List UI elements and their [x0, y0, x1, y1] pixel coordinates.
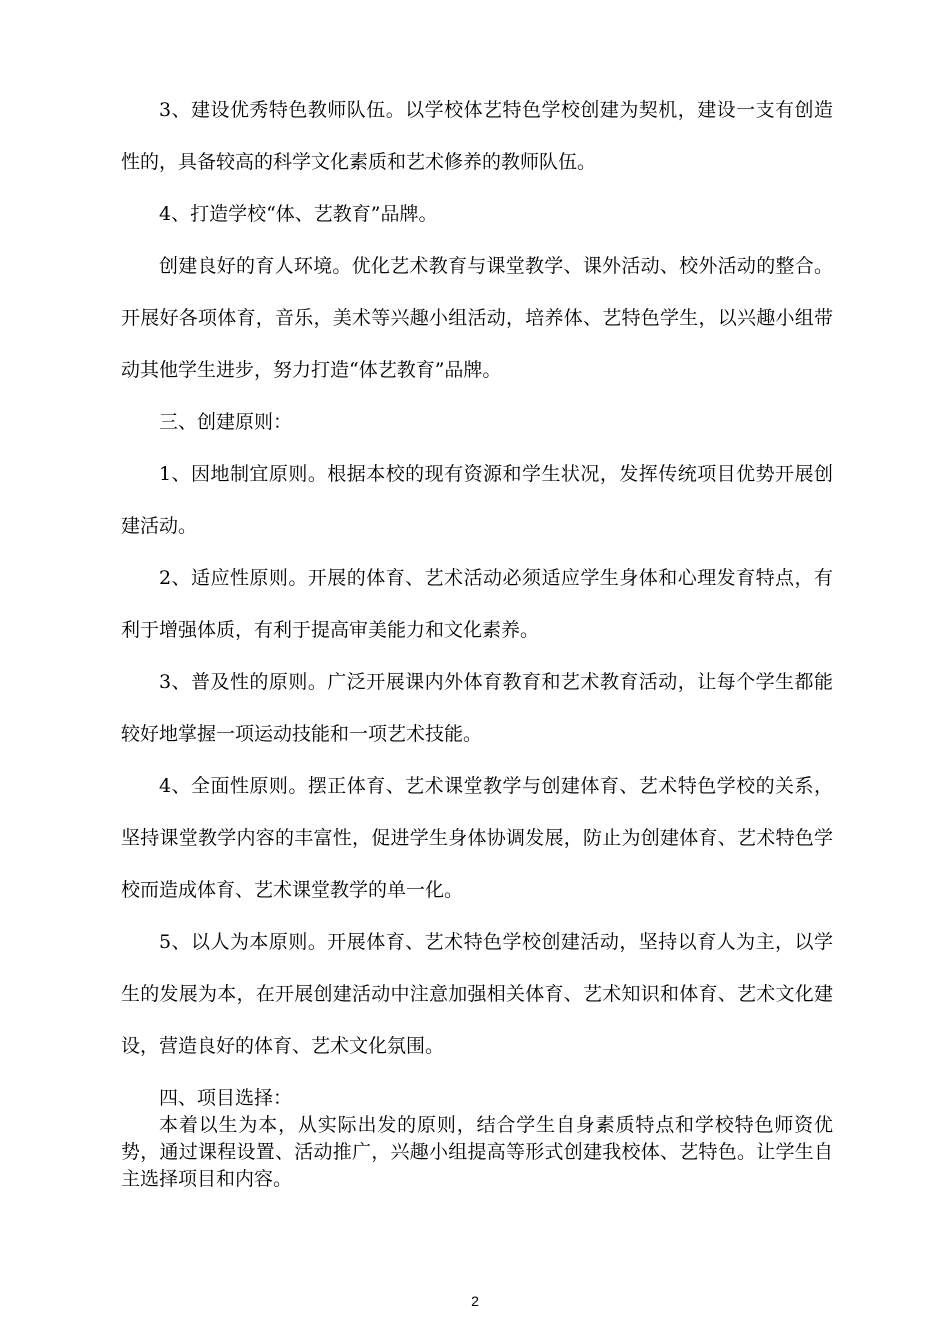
paragraph-brand-heading: 4、打造学校“体、艺教育”品牌。 — [159, 203, 438, 225]
paragraph-principle-comprehensive: 4、全面性原则。摆正体育、艺术课堂教学与创建体育、艺术特色学校的关系，坚持课堂教学内容的丰富性，促进学生身体协调发展，防止为创建体育、艺术特色学校而造成体育、艺术课堂教学的单一化。 — [121, 775, 833, 901]
document-body — [121, 84, 833, 1193]
page-number: 2 — [471, 1293, 479, 1309]
paragraph-environment: 创建良好的育人环境。优化艺术教育与课堂教学、课外活动、校外活动的整合。开展好各项体育，音乐，美术等兴趣小组活动，培养体、艺特色学生，以兴趣小组带动其他学生进步，努力打造“体艺教育”品牌。 — [121, 255, 833, 381]
paragraph-principle-adaptive: 2、适应性原则。开展的体育、艺术活动必须适应学生身体和心理发育特点，有利于增强体质，有利于提高审美能力和文化素养。 — [121, 567, 833, 641]
section-heading-principles: 三、创建原则： — [159, 411, 293, 433]
section-project-selection — [121, 1085, 833, 1193]
paragraph-project-selection: 本着以生为本，从实际出发的原则，结合学生自身素质特点和学校特色师资优势，通过课程设置、活动推广，兴趣小组提高等形式创建我校体、艺特色。让学生自主选择项目和内容。 — [121, 1114, 833, 1190]
paragraph-principle-local: 1、因地制宜原则。根据本校的现有资源和学生状况，发挥传统项目优势开展创建活动。 — [121, 463, 833, 537]
section-heading-project-selection: 四、项目选择： — [159, 1087, 293, 1109]
paragraph-principle-people-oriented: 5、以人为本原则。开展体育、艺术特色学校创建活动，坚持以育人为主，以学生的发展为本，在开展创建活动中注意加强相关体育、艺术知识和体育、艺术文化建设，营造良好的体育、艺术文化氛围。 — [121, 931, 833, 1057]
paragraph-principle-universal: 3、普及性的原则。广泛开展课内外体育教育和艺术教育活动，让每个学生都能较好地掌握一项运动技能和一项艺术技能。 — [121, 671, 833, 745]
paragraph-teacher-team: 3、建设优秀特色教师队伍。以学校体艺特色学校创建为契机，建设一支有创造性的，具备较高的科学文化素质和艺术修养的教师队伍。 — [121, 99, 833, 173]
